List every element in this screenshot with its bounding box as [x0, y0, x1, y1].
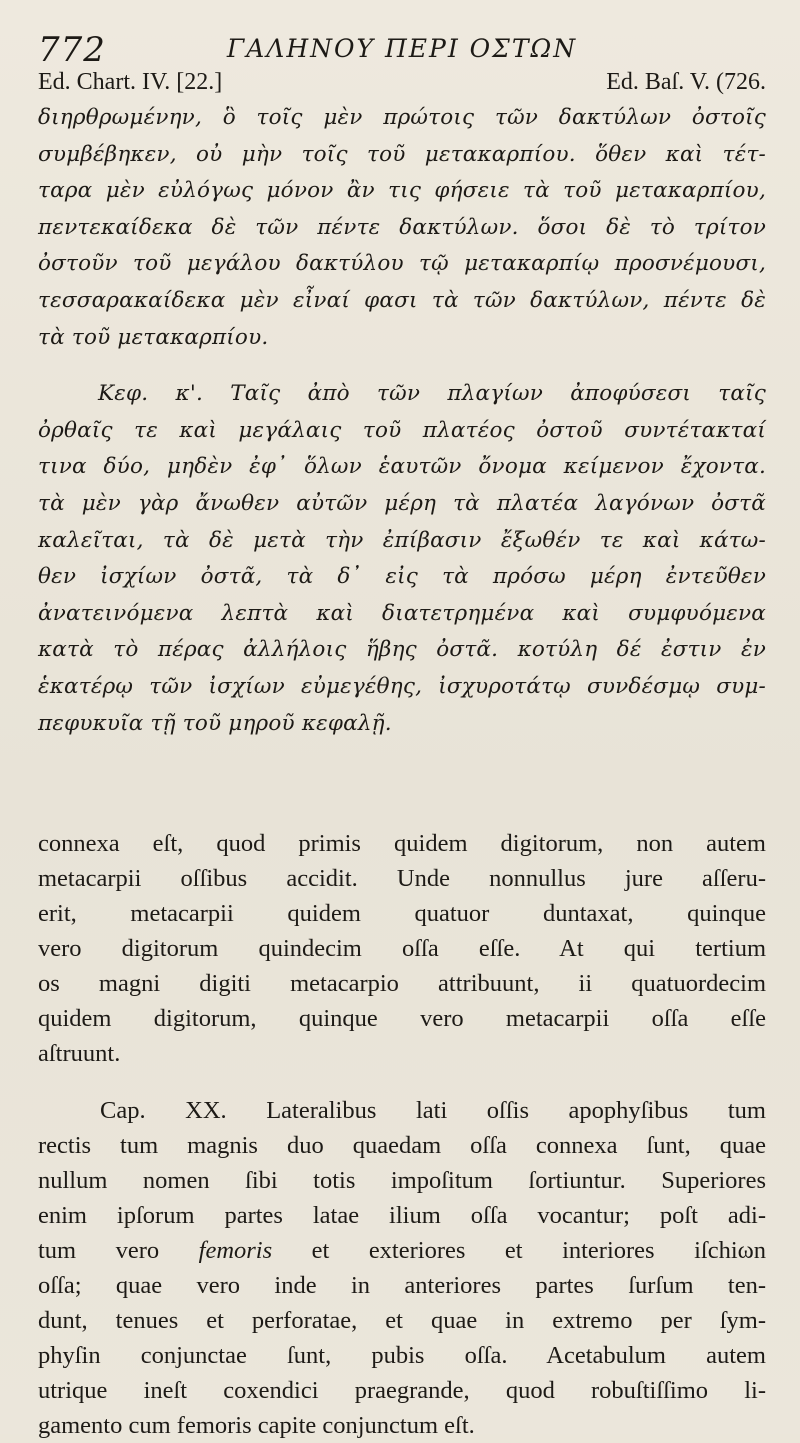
page-header	[38, 22, 766, 70]
latin-line: erit, metacarpii quidem quatuor duntaxat, quinque	[38, 900, 766, 928]
greek-line: ἑκατέρῳ τῶν ἰσχίων εὐμεγέθης, ἰσχυροτάτῳ συνδέσμῳ συμ-	[38, 673, 766, 699]
greek-line: τὰ μὲν γὰρ ἄνωθεν αὐτῶν μέρη τὰ πλατέα λαγόνων ὀστᾶ	[38, 490, 766, 516]
greek-line: τινα δύο, μηδὲν ἐφ᾿ ὅλων ἑαυτῶν ὄνομα κείμενον ἔχοντα.	[38, 454, 766, 480]
latin-line: vero digitorum quindecim oſſa eſſe. At qui tertium	[38, 935, 766, 963]
greek-text	[38, 100, 766, 742]
latin-line: quidem digitorum, quinque vero metacarpii oſſa eſſe	[38, 1005, 766, 1033]
greek-line: ὀστοῦν τοῦ μεγάλου δακτύλου τῷ μετακαρπίῳ προσνέμουσι,	[38, 251, 766, 277]
greek-line: συμβέβηκεν, οὐ μὴν τοῖς τοῦ μετακαρπίου. ὅθεν καὶ τέτ-	[38, 141, 766, 167]
latin-line-with-italic	[38, 1233, 766, 1268]
greek-line: καλεῖται, τὰ δὲ μετὰ τὴν ἐπίβασιν ἔξωθέν τε καὶ κάτω-	[38, 527, 766, 553]
greek-line: θεν ἰσχίων ὀστᾶ, τὰ δ᾿ εἰς τὰ πρόσω μέρη ἐντεῦθεν	[38, 564, 766, 590]
edition-basel: Ed. Baſ. V. (726.	[606, 69, 766, 95]
greek-chapter-heading-line: Κεφ. κ'. Ταῖς ἀπὸ τῶν πλαγίων ἀποφύσεσι ταῖς	[98, 381, 766, 407]
edition-chartier: Ed. Chart. IV. [22.]	[38, 69, 223, 95]
latin-line: utrique ineſt coxendici praegrande, quod robuſtiſſimo li-	[38, 1377, 766, 1405]
latin-line-segment: et exteriores et interiores iſchiωn	[311, 1237, 766, 1265]
latin-text	[38, 826, 766, 1443]
latin-line: oſſa; quae vero inde in anteriores partes ſurſum ten-	[38, 1272, 766, 1300]
greek-line: πεφυκυῖα τῇ τοῦ μηροῦ κεφαλῇ.	[38, 710, 392, 736]
greek-line: τὰ τοῦ μετακαρπίου.	[38, 324, 269, 350]
latin-chapter-heading-line: Cap. XX. Lateralibus lati oſſis apophyſibus tum	[100, 1097, 766, 1125]
latin-line: rectis tum magnis duo quaedam oſſa connexa ſunt, quae	[38, 1132, 766, 1160]
greek-line: ταρα μὲν εὐλόγως μόνον ἂν τις φήσειε τὰ τοῦ μετακαρπίου,	[38, 178, 766, 204]
latin-line: gamento cum femoris capite conjunctum eſt.	[38, 1412, 475, 1440]
latin-line-segment: tum vero	[38, 1237, 160, 1265]
latin-line: enim ipſorum partes latae ilium oſſa vocantur; poſt adi-	[38, 1202, 766, 1230]
latin-line: connexa eſt, quod primis quidem digitorum, non autem	[38, 830, 766, 858]
greek-line: τεσσαρακαίδεκα μὲν εἶναί φασι τὰ τῶν δακτύλων, πέντε δὲ	[38, 287, 766, 313]
greek-line: κατὰ τὸ πέρας ἀλλήλοις ἥβης ὀστᾶ. κοτύλη δέ ἐστιν ἐν	[38, 637, 766, 663]
latin-line: os magni digiti metacarpio attribuunt, ii quatuordecim	[38, 970, 766, 998]
latin-line: aſtruunt.	[38, 1040, 121, 1068]
greek-line: ἀνατεινόμενα λεπτὰ καὶ διατετρημένα καὶ συμφυόμενα	[38, 600, 766, 626]
running-title: ΓΑΛΗΝΟΥ ΠΕΡΙ ΟΣΤΩΝ	[226, 34, 578, 63]
latin-line: metacarpii oſſibus accidit. Unde nonnullus jure aſſeru-	[38, 865, 766, 893]
latin-line: nullum nomen ſibi totis impoſitum ſortiuntur. Superiores	[38, 1167, 766, 1195]
latin-line: phyſin conjunctae ſunt, pubis oſſa. Acetabulum autem	[38, 1342, 766, 1370]
page-number: 772	[38, 30, 106, 70]
edition-line	[38, 66, 766, 98]
greek-line: πεντεκαίδεκα δὲ τῶν πέντε δακτύλων. ὅσοι δὲ τὸ τρίτον	[38, 214, 766, 240]
italic-word: femoris	[198, 1237, 273, 1265]
greek-line: διηρθρωμένην, ὃ τοῖς μὲν πρώτοις τῶν δακτύλων ὀστοῖς	[38, 105, 766, 130]
greek-line: ὀρθαῖς τε καὶ μεγάλαις τοῦ πλατέος ὀστοῦ συντέτακταί	[38, 417, 766, 443]
latin-line: dunt, tenues et perforatae, et quae in extremo per ſym-	[38, 1307, 766, 1335]
